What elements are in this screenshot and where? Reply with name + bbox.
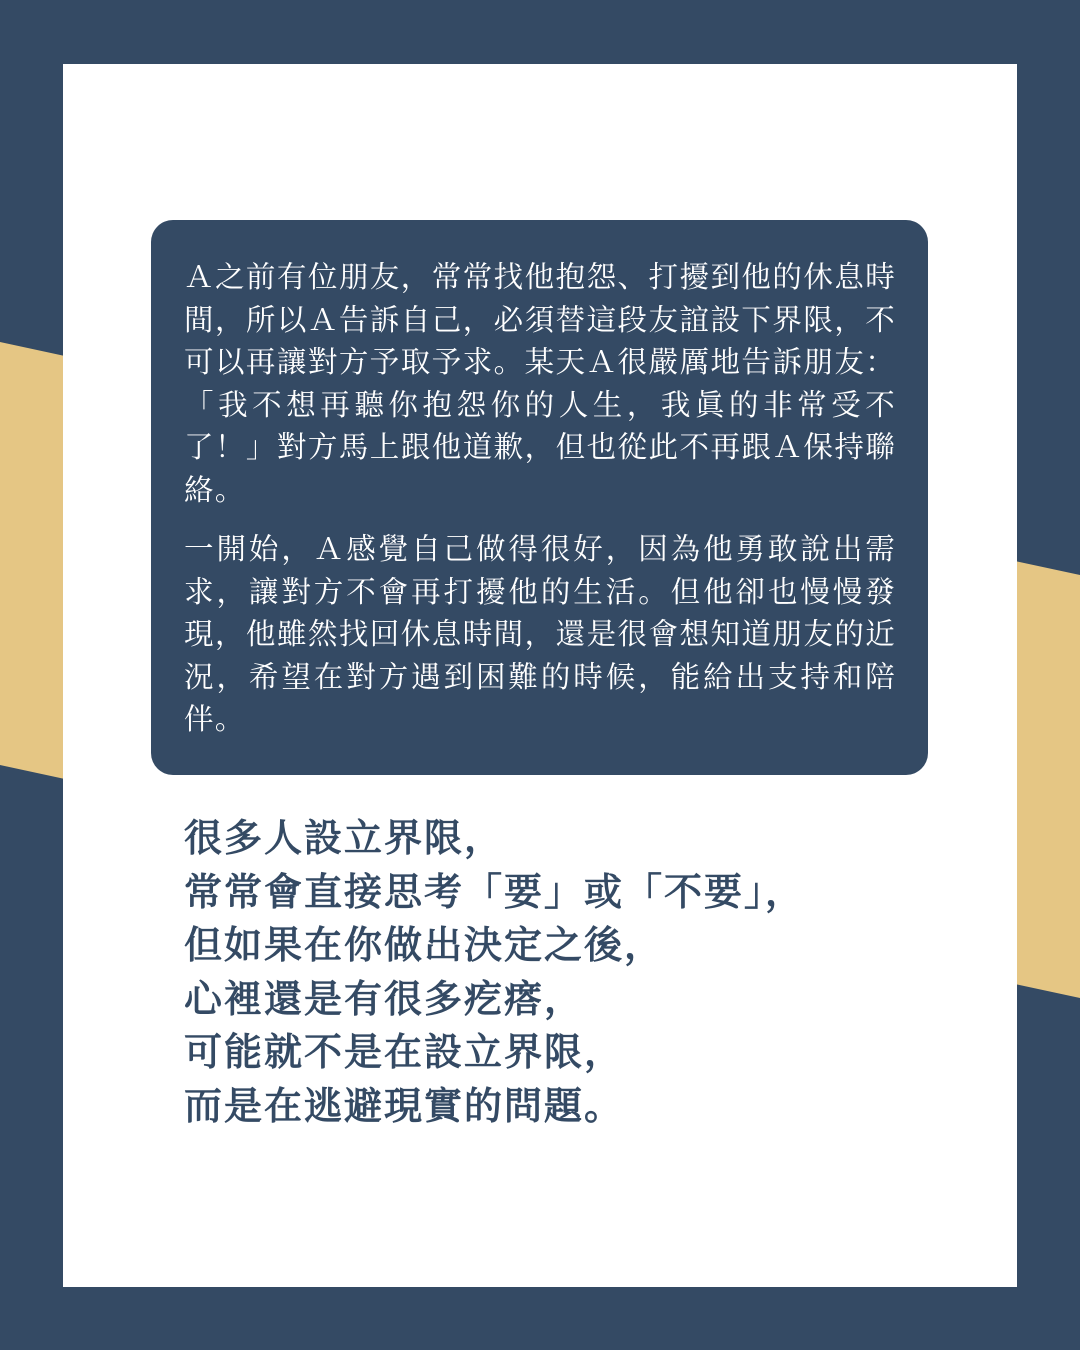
content-card xyxy=(63,64,1017,1287)
takeaway-line-6: 而是在逃避現實的問題。 xyxy=(184,1083,625,1128)
story-paragraph-2: 一開始，Ａ感覺自己做得很好，因為他勇敢說出需求，讓對方不會再打擾他的生活。但他卻也慢慢發現，他雖然找回休息時間，還是很會想知道朋友的近況，希望在對方遇到困難的時候，能給出支持和陪伴。 xyxy=(184,532,896,736)
story-paragraph-1: Ａ之前有位朋友，常常找他抱怨、打擾到他的休息時間，所以Ａ告訴自己，必須替這段友誼設下界限，不可以再讓對方予取予求。某天Ａ很嚴厲地告訴朋友：「我不想再聽你抱怨你的人生，我眞的非常受不了！」對方馬上跟他道歉，但也從此不再跟Ａ保持聯絡。 xyxy=(184,260,896,507)
takeaway-line-2: 常常會直接思考「要」或「不要」， xyxy=(184,869,806,914)
takeaway-line-4: 心裡還是有很多疙瘩， xyxy=(184,976,585,1021)
takeaway-text xyxy=(184,812,805,1133)
takeaway-line-3: 但如果在你做出決定之後， xyxy=(184,923,665,967)
takeaway-line-1: 很多人設立界限， xyxy=(184,816,505,860)
story-box xyxy=(151,220,928,775)
takeaway-line-5: 可能就不是在設立界限， xyxy=(184,1030,625,1074)
